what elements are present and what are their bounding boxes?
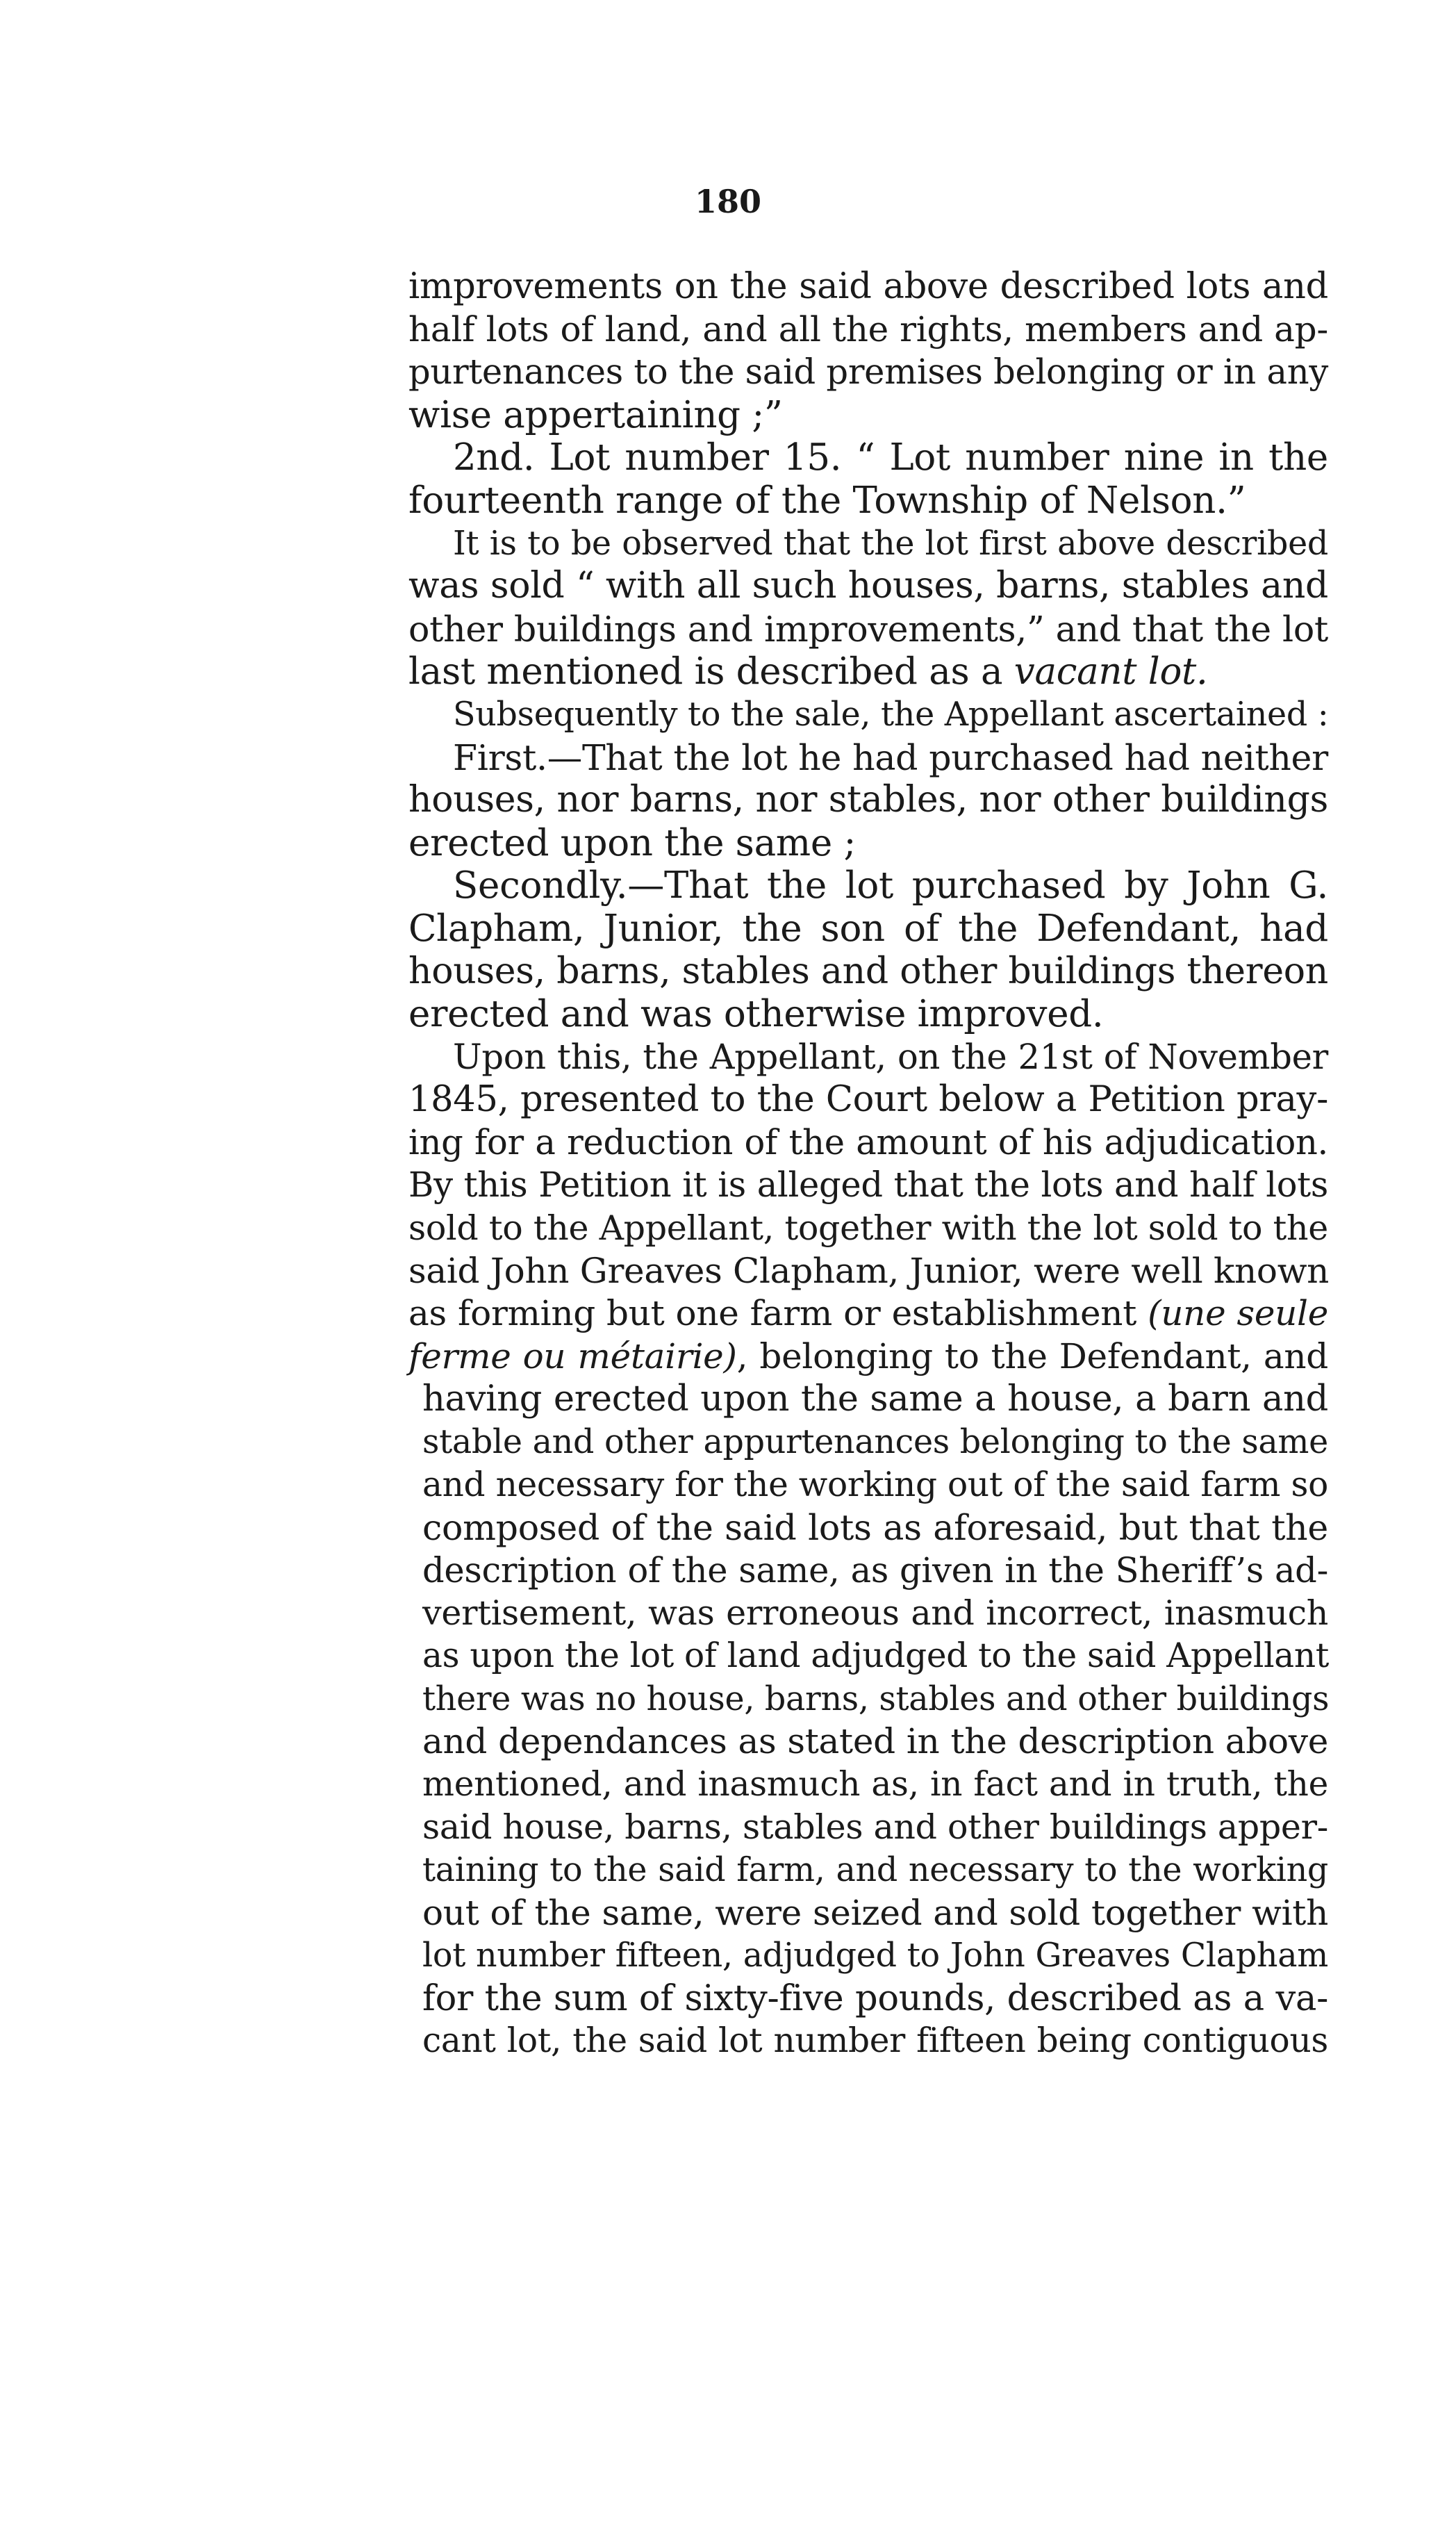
line-text: houses, barns, stables and other buildings thereon [408,950,1328,992]
text-line [408,1635,1328,1678]
line-text: description of the same, as given in the Sheriff’s ad- [422,1549,1328,1590]
line-text: Secondly.—That the lot purchased by John G. [453,864,1328,907]
text-line [408,1078,1328,1121]
line-text: , belonging to the Defendant, and [736,1335,1328,1376]
line-text: erected upon the same ; [408,821,857,864]
text-line [408,2020,1328,2063]
text-line [408,864,1328,907]
line-text: It is to be observed that the lot first above described [453,524,1328,563]
text-line [408,1421,1328,1464]
text-line [408,993,1328,1036]
line-text: Upon this, the Appellant, on the 21st of November [453,1036,1328,1077]
line-text: improvements on the said above described lots and [408,266,1328,307]
line-text: and dependances as stated in the description above [422,1721,1328,1762]
text-line [408,265,1328,309]
line-text: for the sum of sixty-five pounds, described as a va- [422,1978,1328,2019]
text-line [408,1036,1328,1079]
line-text: last mentioned is described as a [408,650,1014,693]
text-line [408,1764,1328,1807]
line-text: stable and other appurtenances belonging to the same [422,1423,1328,1462]
line-text: as forming but one farm or establishment [408,1293,1148,1334]
text-line [408,479,1328,523]
line-text: 1845, presented to the Court below a Petition pray- [408,1079,1328,1121]
line-text: other buildings and improvements,” and that the lot [408,608,1328,650]
text-line [408,565,1328,608]
text-line [408,1378,1328,1421]
text-line [408,1207,1328,1250]
text-line [408,822,1328,865]
line-text: First.—That the lot he had purchased had neither [453,737,1328,778]
line-text: said John Greaves Clapham, Junior, were well known [408,1250,1330,1291]
text-line [408,779,1328,822]
line-text: erected and was otherwise improved. [408,993,1104,1036]
line-text: lot number fifteen, adjudged to John Greaves Clapham [422,1937,1328,1975]
italic-text: ferme ou métairie) [408,1335,737,1376]
line-text: and necessary for the working out of the said farm so [422,1465,1328,1504]
text-line [408,1335,1328,1379]
italic-text: vacant lot. [1014,650,1208,693]
text-line [408,1720,1328,1764]
text-line [408,737,1328,780]
line-text: wise appertaining ;” [408,393,783,436]
text-line [408,309,1328,352]
text-line [408,1978,1328,2021]
text-line [408,1892,1328,1935]
text-line [408,523,1328,566]
line-text: half lots of land, and all the rights, members and ap- [408,309,1328,350]
line-text: fourteenth range of the Township of Nelson.” [408,479,1246,522]
line-text: out of the same, were seized and sold together with [422,1892,1328,1933]
text-line [408,351,1328,394]
line-text: there was no house, barns, stables and other buildings [422,1679,1330,1718]
line-text: 2nd. Lot number 15. “ Lot number nine in the [453,436,1328,479]
italic-text: (une seule [1148,1293,1328,1334]
line-text: was sold “ with all such houses, barns, stables and [408,565,1328,607]
text-line [408,394,1328,437]
line-text: ing for a reduction of the amount of his adjudication. [408,1121,1328,1162]
body-text [408,265,1328,2063]
line-text: Clapham, Junior, the son of the Defendant, had [408,907,1328,950]
line-text: having erected upon the same a house, a barn and [422,1379,1328,1420]
text-line [408,608,1328,651]
text-line [408,907,1328,951]
text-line [408,650,1328,693]
page-number: 180 [694,183,762,220]
text-line [408,1849,1328,1892]
line-text: composed of the said lots as aforesaid, but that the [422,1507,1328,1549]
text-line [408,1121,1328,1165]
line-text: as upon the lot of land adjudged to the said Appellant [422,1636,1330,1675]
text-line [408,1549,1328,1593]
line-text: Subsequently to the sale, the Appellant ascertained : [453,695,1329,734]
line-text: purtenances to the said premises belonging or in any [408,352,1328,393]
line-text: vertisement, was erroneous and incorrect, inasmuch [422,1593,1328,1634]
text-line [408,1592,1328,1635]
text-line [408,951,1328,994]
text-line [408,1934,1328,1978]
line-text: said house, barns, stables and other buildings apper- [422,1807,1328,1848]
line-text: sold to the Appellant, together with the lot sold to the [408,1208,1328,1249]
text-line [408,1250,1328,1293]
line-text: mentioned, and inasmuch as, in fact and in truth, the [422,1764,1328,1804]
text-line [408,693,1328,737]
text-line [408,1164,1328,1207]
line-text: By this Petition it is alleged that the lots and half lots [408,1165,1328,1206]
text-line [408,1506,1328,1549]
text-line [408,1806,1328,1849]
text-line [408,1292,1328,1335]
line-text: cant lot, the said lot number fifteen being contiguous [422,2021,1328,2061]
line-text: houses, nor barns, nor stables, nor other buildings [408,779,1328,821]
line-text: taining to the said farm, and necessary to the working [422,1850,1328,1889]
text-line [408,1464,1328,1507]
text-line [408,436,1328,479]
text-line [408,1678,1328,1721]
